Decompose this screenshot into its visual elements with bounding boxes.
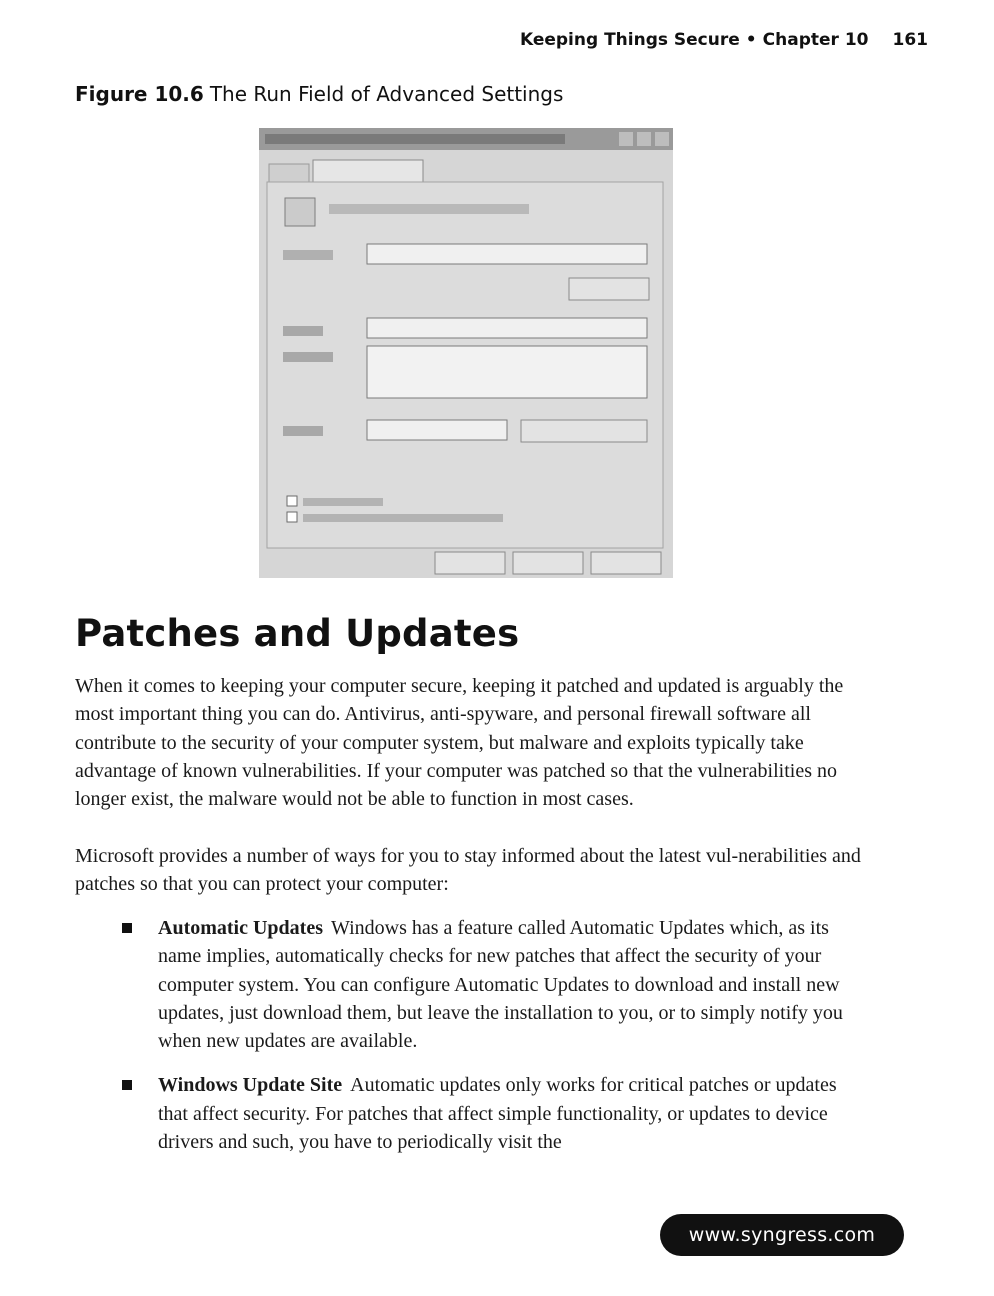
bullet-separator: •: [745, 30, 757, 50]
body-paragraph: Microsoft provides a number of ways for you to stay informed about the latest vul-nerabilities and patches so that you can protect your computer:: [75, 845, 861, 896]
list-item: [120, 914, 860, 1055]
page-number: 161: [892, 30, 928, 50]
figure-caption: [75, 82, 563, 106]
website-url-badge: www.syngress.com: [660, 1214, 904, 1256]
square-bullet-icon: [122, 923, 132, 933]
figure-screenshot: [259, 128, 673, 578]
body-paragraph: When it comes to keeping your computer secure, keeping it patched and updated is arguably the most important thing you can do. Antivirus, anti-spyware, and personal firewall software all contribute to the security of your computer system, but malware and exploits typically take advantage of known vulnerabilities. If your computer was patched so that the vulnerabilities no longer exist, the malware would not be able to function in most cases.: [75, 675, 844, 811]
header-chapter: Chapter 10: [762, 30, 869, 50]
figure-label: Figure 10.6: [75, 82, 204, 106]
dialog-screenshot-image: [259, 128, 673, 578]
bullet-text: Windows has a feature called Automatic Updates which, as its name implies, automatically checks for new patches that affect the security of your computer system. You can configure Automatic Updates to download and install new updates, just download them, but leave the installation to you, or to simply notify you when new updates are available.: [158, 917, 843, 1053]
bullet-list: [120, 914, 860, 1172]
section-heading: Patches and Updates: [75, 612, 520, 655]
running-header: [520, 30, 928, 50]
figure-caption-text: The Run Field of Advanced Settings: [209, 82, 564, 106]
list-item: [120, 1071, 860, 1156]
bullet-term: Windows Update Site: [158, 1074, 343, 1097]
bullet-term: Automatic Updates: [158, 917, 323, 939]
square-bullet-icon: [122, 1080, 132, 1090]
bullet-text: Automatic updates only works for critical patches or updates that affect security. For patches that affect simple functionality, or updates to device drivers and such, you have to periodically visit the: [158, 1074, 837, 1154]
header-title: Keeping Things Secure: [519, 30, 740, 50]
